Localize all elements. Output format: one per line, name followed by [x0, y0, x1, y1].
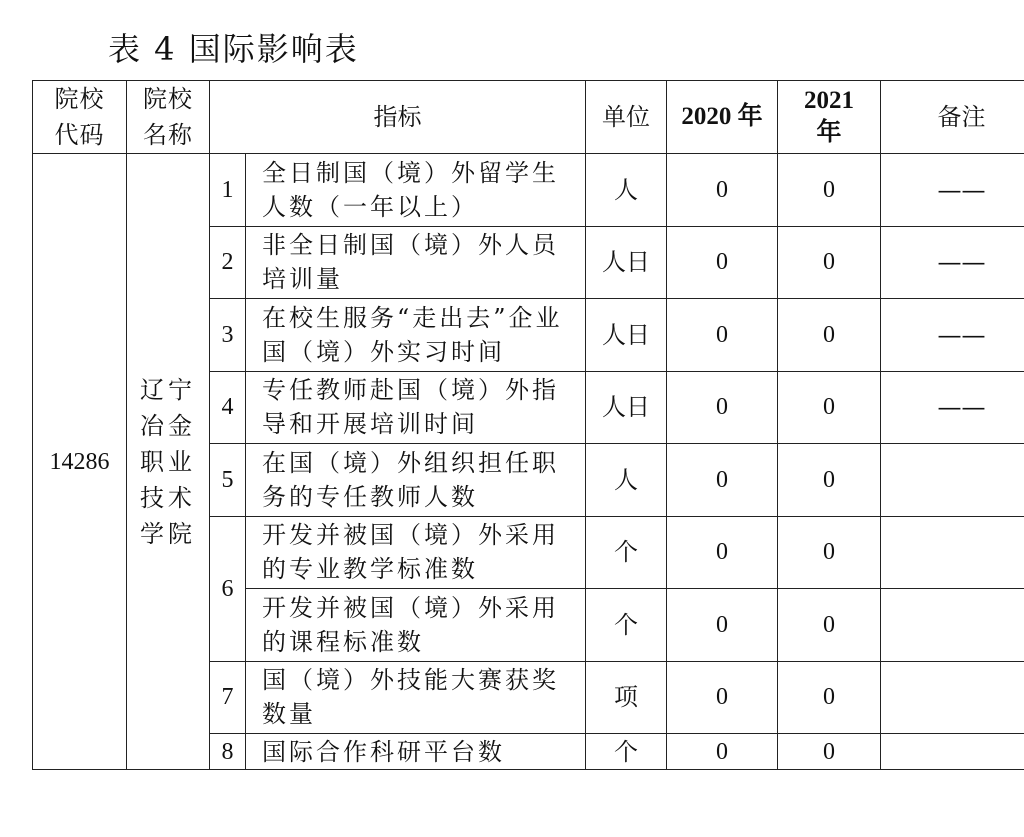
school-name-cell: [127, 154, 210, 770]
unit-cell: 人日: [586, 299, 667, 372]
unit-cell: 人: [586, 154, 667, 227]
table-row: [33, 154, 1024, 227]
value-2021-cell: 0: [778, 734, 881, 770]
header-school-name: [127, 81, 210, 154]
value-2020-cell: 0: [667, 371, 778, 444]
header-indicator: 指标: [210, 81, 586, 154]
row-number: 2: [210, 226, 246, 299]
value-2020-cell: 0: [667, 226, 778, 299]
value-2021-cell: 0: [778, 661, 881, 734]
international-influence-table: [32, 80, 1024, 770]
unit-cell: 人日: [586, 371, 667, 444]
note-cell: ——: [881, 154, 1024, 227]
indicator-cell: 在校生服务“走出去”企业国（境）外实习时间: [246, 299, 586, 372]
value-2020-cell: 0: [667, 516, 778, 589]
value-2020-cell: 0: [667, 444, 778, 517]
unit-cell: 个: [586, 734, 667, 770]
value-2021-cell: 0: [778, 226, 881, 299]
row-number: 1: [210, 154, 246, 227]
row-number: 3: [210, 299, 246, 372]
indicator-cell: 国（境）外技能大赛获奖数量: [246, 661, 586, 734]
value-2020-cell: 0: [667, 661, 778, 734]
note-cell: [881, 734, 1024, 770]
unit-cell: 项: [586, 661, 667, 734]
value-2020-cell: 0: [667, 154, 778, 227]
unit-cell: 个: [586, 516, 667, 589]
value-2020-cell: 0: [667, 734, 778, 770]
indicator-cell: 开发并被国（境）外采用的专业教学标准数: [246, 516, 586, 589]
header-school-code: [33, 81, 127, 154]
header-school-name-text: 院校 名称: [143, 85, 193, 149]
indicator-cell: 全日制国（境）外留学生人数（一年以上）: [246, 154, 586, 227]
table-title: 表 4 国际影响表: [108, 30, 359, 68]
unit-cell: 人: [586, 444, 667, 517]
indicator-cell: 国际合作科研平台数: [246, 734, 586, 770]
note-cell: [881, 661, 1024, 734]
row-number: 8: [210, 734, 246, 770]
note-cell: ——: [881, 371, 1024, 444]
value-2021-cell: 0: [778, 444, 881, 517]
unit-cell: 人日: [586, 226, 667, 299]
value-2021-cell: 0: [778, 516, 881, 589]
header-year-2021: 2021 年: [778, 81, 881, 154]
note-cell: [881, 444, 1024, 517]
indicator-cell: 非全日制国（境）外人员培训量: [246, 226, 586, 299]
row-number: 5: [210, 444, 246, 517]
unit-cell: 个: [586, 589, 667, 662]
school-code-cell: 14286: [33, 154, 127, 770]
note-cell: ——: [881, 226, 1024, 299]
note-cell: ——: [881, 299, 1024, 372]
indicator-cell: 专任教师赴国（境）外指导和开展培训时间: [246, 371, 586, 444]
value-2021-cell: 0: [778, 589, 881, 662]
header-year-2020: 2020 年: [667, 81, 778, 154]
note-cell: [881, 589, 1024, 662]
header-unit: 单位: [586, 81, 667, 154]
row-number: 7: [210, 661, 246, 734]
value-2020-cell: 0: [667, 299, 778, 372]
row-number: 6: [210, 516, 246, 661]
value-2021-cell: 0: [778, 371, 881, 444]
header-school-code-text: 院校 代码: [54, 85, 105, 149]
header-note: 备注: [881, 81, 1024, 154]
indicator-cell: 在国（境）外组织担任职务的专任教师人数: [246, 444, 586, 517]
row-number: 4: [210, 371, 246, 444]
value-2020-cell: 0: [667, 589, 778, 662]
school-name-text: 辽宁 冶金 职业 技术 学院: [140, 375, 196, 548]
note-cell: [881, 516, 1024, 589]
value-2021-cell: 0: [778, 154, 881, 227]
indicator-cell: 开发并被国（境）外采用的课程标准数: [246, 589, 586, 662]
value-2021-cell: 0: [778, 299, 881, 372]
